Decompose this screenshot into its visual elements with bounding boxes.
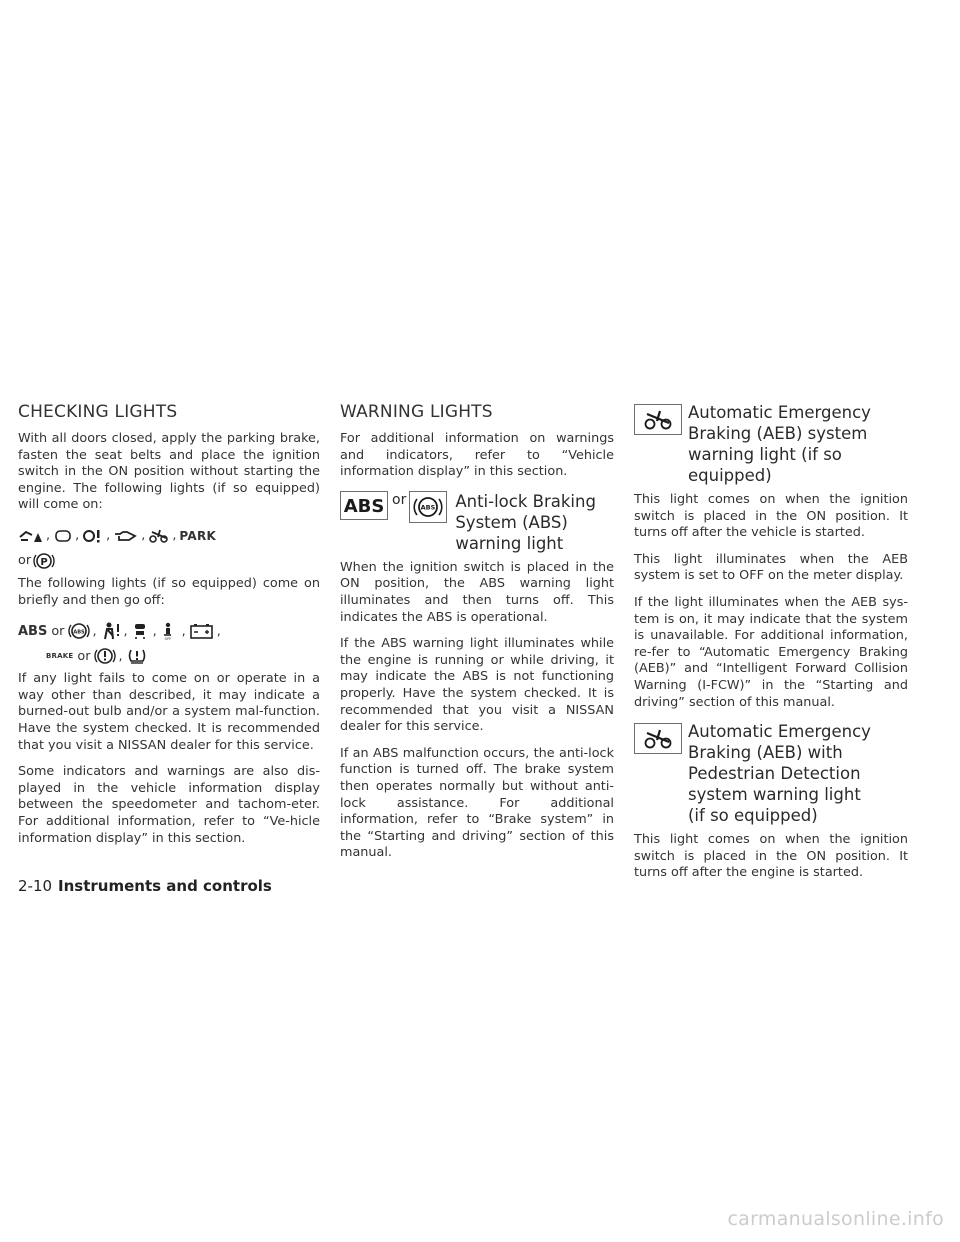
heading-line: Automatic Emergency: [688, 722, 871, 742]
passenger-seatbelt-icon: [131, 622, 151, 640]
page-footer: [18, 877, 272, 895]
brake-label: BRAKE: [46, 652, 74, 661]
seatbelt-icon: [100, 622, 122, 640]
aeb-warning-icon: [634, 404, 682, 435]
transmission-icon: [53, 528, 73, 544]
battery-charge-icon: [189, 622, 215, 640]
icon-row-1b: or P: [18, 550, 320, 572]
aeb-warning-heading: [634, 402, 908, 486]
paragraph: If the light illuminates when the AEB sys-tem is on, it may indicate that the system is unavailable. For additional information, re-fer to “Automatic Emergency Braking (AEB)” and “Intelligent Forward Collision Warning (I-FCW)” in the “Starting and driving” section of this manual.: [634, 594, 908, 710]
paragraph: For additional information on warnings and indicators, refer to “Vehicle information display” in this section.: [340, 431, 614, 480]
heading-line: Anti-lock Braking: [455, 491, 596, 511]
aeb-pedestrian-warning-icon: [634, 723, 682, 754]
svg-text:ABS: ABS: [343, 496, 385, 517]
icon-row-3: BRAKE or ,: [18, 645, 320, 667]
abs-circle-icon: [409, 491, 447, 523]
oil-pressure-icon: [113, 528, 139, 544]
parking-brake-p-icon: [33, 551, 55, 571]
section-title-checking-lights: CHECKING LIGHTS: [18, 402, 178, 422]
heading-line: system warning light: [688, 785, 861, 805]
section-title-warning-lights: WARNING LIGHTS: [340, 402, 493, 422]
column-warning-lights: [340, 400, 614, 872]
headlight-warning-icon: [18, 528, 44, 544]
park-label: PARK: [179, 528, 217, 543]
column-aeb: [634, 400, 908, 892]
paragraph: With all doors closed, apply the parking brake, fasten the seat belts and place the ignition switch in the ON position without starting the engine. The following lights (if so equipped) will come on:: [18, 431, 320, 513]
heading-line: warning light (if so: [688, 445, 842, 464]
tire-pressure-icon: [126, 646, 148, 666]
svg-text:P: P: [40, 556, 48, 568]
abs-circle-icon: [68, 621, 90, 641]
heading-line: warning light: [455, 533, 564, 553]
abs-text-icon: [340, 491, 388, 520]
paragraph: Some indicators and warnings are also dis-played in the vehicle information display between the speedometer and tachom-eter. For additional information, refer to “Ve-hicle information display” in this section.: [18, 764, 320, 846]
abs-label: ABS: [18, 623, 48, 639]
abs-warning-heading: ABS or ABS Anti-lock Braking System (ABS) warning light: [340, 491, 614, 554]
icon-row-2: ABS or ABS , , , OFF , ,: [18, 621, 320, 641]
paragraph: If any light fails to come on or operate in a way other than described, it may indicate a burned-out bulb and/or a system mal-function. Have the system checked. It is recommended that you visit a NISSAN dealer for this service.: [18, 671, 320, 753]
heading-line: System (ABS): [455, 512, 568, 532]
heading-line: Braking (AEB) with: [688, 743, 843, 763]
paragraph: The following lights (if so equipped) come on briefly and then go off:: [18, 575, 320, 608]
heading-line: equipped): [688, 466, 772, 485]
heading-line: (if so equipped): [688, 806, 818, 826]
watermark: carmanualsonline.info: [727, 1208, 944, 1230]
svg-text:OFF: OFF: [164, 637, 172, 641]
brake-warning-circle-icon: [94, 646, 116, 666]
heading-line: Pedestrian Detection: [688, 764, 861, 784]
airbag-off-icon: [160, 622, 180, 640]
aeb-pedestrian-warning-heading: [634, 721, 908, 826]
column-checking-lights: [18, 400, 320, 857]
svg-text:ABS: ABS: [420, 503, 436, 512]
paragraph: If an ABS malfunction occurs, the anti-lock function is turned off. The brake system then operates normally but without anti-lock assistance. For additional information, refer to “Brake system” in the “Starting and driving” section of this manual.: [340, 745, 614, 861]
svg-text:ABS: ABS: [73, 629, 86, 636]
paragraph: This light comes on when the ignition switch is placed in the ON position. It turns off after the engine is started.: [634, 832, 908, 881]
paragraph: This light illuminates when the AEB system is set to OFF on the meter display.: [634, 551, 908, 584]
paragraph: If the ABS warning light illuminates while the engine is running or while driving, it may indicate the ABS is not functioning properly. Have the system checked. It is recommended that you visit a NISSAN dealer for this service.: [340, 636, 614, 735]
icon-row-1: , , , , , PARK: [18, 526, 320, 546]
heading-line: Braking (AEB) system: [688, 424, 868, 443]
master-warning-icon: [82, 528, 104, 544]
page-number: 2-10: [18, 877, 53, 895]
paragraph: This light comes on when the ignition switch is placed in the ON position. It turns off after the vehicle is started.: [634, 492, 908, 541]
paragraph: When the ignition switch is placed in the ON position, the ABS warning light illuminates and then turns off. This indicates the ABS is operational.: [340, 559, 614, 625]
section-name: Instruments and controls: [58, 877, 272, 895]
heading-line: Automatic Emergency: [688, 403, 871, 422]
aeb-icon: [148, 528, 170, 544]
